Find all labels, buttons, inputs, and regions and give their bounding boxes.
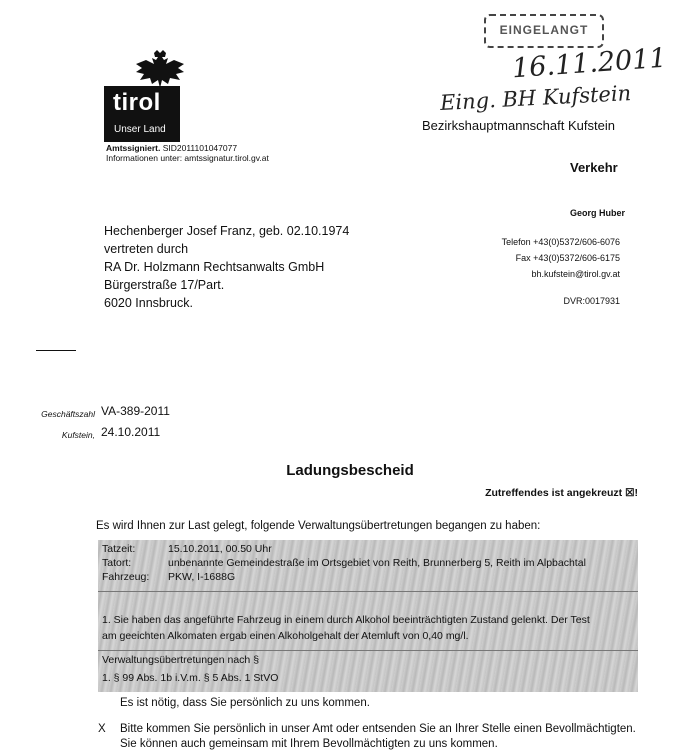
checked-note: Zutreffendes ist angekreuzt ☒! xyxy=(485,487,638,499)
dvr-number: DVR:0017931 xyxy=(563,296,620,306)
recipient-line: 6020 Innsbruck. xyxy=(104,296,193,310)
recipient-line: Hechenberger Josef Franz, geb. 02.10.1974 xyxy=(104,224,350,238)
offense-box xyxy=(98,540,638,692)
signature-line xyxy=(106,143,237,153)
tatzeit-value: 15.10.2011, 00.50 Uhr xyxy=(168,543,272,555)
recipient-line: Bürgerstraße 17/Part. xyxy=(104,278,225,292)
document-title: Ladungsbescheid xyxy=(286,462,414,479)
department: Verkehr xyxy=(570,160,618,175)
fax: Fax +43(0)5372/606-6175 xyxy=(515,253,620,263)
fold-mark xyxy=(36,350,76,351)
signature-label: Amtssigniert. xyxy=(106,143,161,153)
authority-name: Bezirkshauptmannschaft Kufstein xyxy=(422,118,615,133)
handwritten-note: Eing. BH Kufstein xyxy=(439,81,632,115)
phone: Telefon +43(0)5372/606-6076 xyxy=(501,237,620,247)
violations-label: Verwaltungsübertretungen nach § xyxy=(102,654,260,666)
violations-value: 1. § 99 Abs. 1b i.V.m. § 5 Abs. 1 StVO xyxy=(102,672,279,684)
stamp-date: 16.11.2011 xyxy=(511,42,668,85)
tatzeit-label: Tatzeit: xyxy=(102,543,136,555)
recipient-line: vertreten durch xyxy=(104,242,189,256)
option-text: Sie können auch gemeinsam mit Ihrem Bevollmächtigten zu uns kommen. xyxy=(120,738,498,750)
tatort-label: Tatort: xyxy=(102,557,132,569)
checkbox-mark: X xyxy=(98,723,106,735)
intro-text: Es wird Ihnen zur Last gelegt, folgende Verwaltungsübertretungen begangen zu haben: xyxy=(96,520,541,532)
case-number: VA-389-2011 xyxy=(101,404,170,418)
contact-person: Georg Huber xyxy=(570,208,626,218)
tirol-logo xyxy=(104,50,196,142)
signature-info: Informationen unter: amtssignatur.tirol.gv.at xyxy=(106,153,269,163)
must-come-text: Es ist nötig, dass Sie persönlich zu uns kommen. xyxy=(120,697,370,709)
logo-box xyxy=(104,86,180,142)
recipient-line: RA Dr. Holzmann Rechtsanwalts GmbH xyxy=(104,260,325,274)
divider xyxy=(98,650,638,651)
divider xyxy=(98,591,638,592)
case-number-label: Geschäftszahl xyxy=(41,409,95,419)
signature-id: SID2011101047077 xyxy=(162,143,238,153)
offense-description: am geeichten Alkomaten ergab einen Alkoholgehalt der Atemluft von 0,40 mg/l. xyxy=(102,630,469,642)
contact-block xyxy=(460,234,620,282)
option-text: Bitte kommen Sie persönlich in unser Amt oder entsenden Sie an Ihrer Stelle einen Bevollmächtigten. xyxy=(120,723,636,735)
fahrzeug-label: Fahrzeug: xyxy=(102,571,150,583)
received-stamp: EINGELANGT xyxy=(484,14,604,48)
logo-subtitle: Unser Land xyxy=(114,124,166,135)
case-meta xyxy=(18,402,170,444)
recipient-address xyxy=(104,222,349,312)
offense-description: 1. Sie haben das angeführte Fahrzeug in einem durch Alkohol beeinträchtigten Zustand gelenkt. Der Test xyxy=(102,614,590,626)
document-date: 24.10.2011 xyxy=(101,425,161,439)
fahrzeug-value: PKW, I-1688G xyxy=(168,571,236,583)
logo-word: tirol xyxy=(113,89,161,116)
tatort-value: unbenannte Gemeindestraße im Ortsgebiet von Reith, Brunnerberg 5, Reith im Alpbachtal xyxy=(168,557,586,569)
place-label: Kufstein, xyxy=(61,430,95,440)
email: bh.kufstein@tirol.gv.at xyxy=(531,269,620,279)
